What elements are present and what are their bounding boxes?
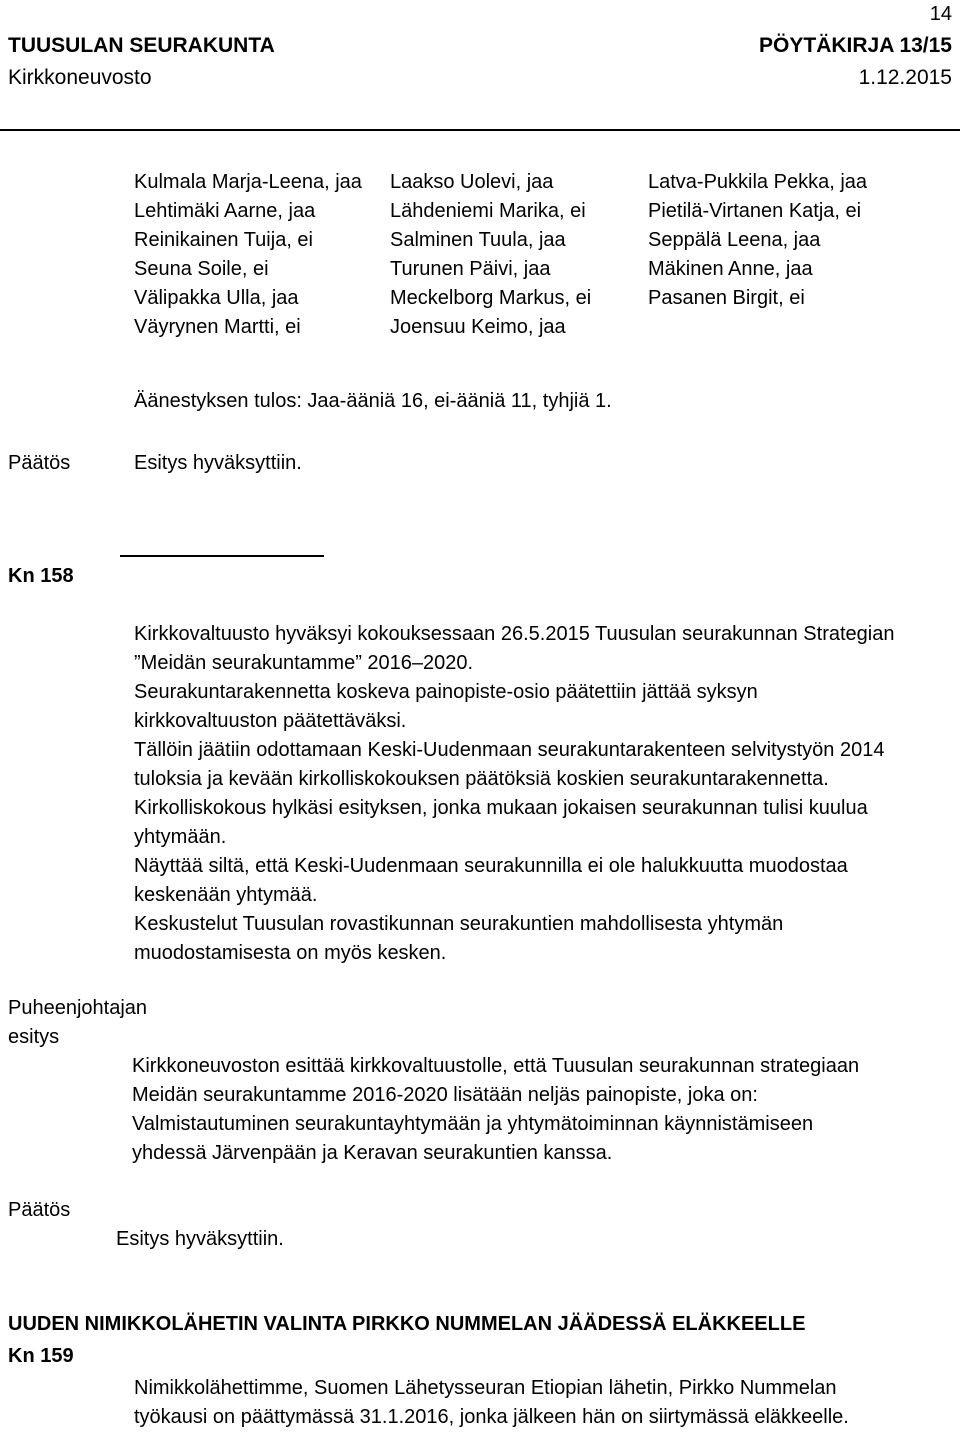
section-number-kn159: Kn 159	[8, 1345, 74, 1367]
section-heading: UUDEN NIMIKKOLÄHETIN VALINTA PIRKKO NUMMELAN JÄÄDESSÄ ELÄKKEELLE	[8, 1313, 806, 1335]
document-date: 1.12.2015	[858, 66, 952, 89]
paragraph-line: yhtymään.	[134, 826, 227, 848]
page-number: 14	[929, 3, 952, 25]
vote-column-1	[134, 168, 362, 342]
decision-text: Esitys hyväksyttiin.	[116, 1228, 284, 1250]
paragraph-line: ”Meidän seurakuntamme” 2016–2020.	[134, 652, 474, 674]
paragraph-line: Nimikkolähettimme, Suomen Lähetysseuran Etiopian lähetin, Pirkko Nummelan	[134, 1377, 837, 1399]
vote-entry: Latva-Pukkila Pekka, jaa	[648, 171, 868, 193]
vote-entry: Turunen Päivi, jaa	[390, 258, 551, 280]
organization-name: TUUSULAN SEURAKUNTA	[8, 34, 275, 57]
paragraph-line: keskenään yhtymää.	[134, 884, 318, 906]
decision-label: Päätös	[8, 1199, 71, 1221]
kn158-body	[134, 620, 894, 968]
vote-entry: Lähdeniemi Marika, ei	[390, 200, 586, 222]
paragraph-line: työkausi on päättymässä 31.1.2016, jonka jälkeen hän on siirtymässä eläkkeelle.	[134, 1406, 849, 1428]
document-id: PÖYTÄKIRJA 13/15	[759, 34, 952, 57]
kn159-body	[134, 1374, 849, 1432]
paragraph-line: Seurakuntarakennetta koskeva painopiste-osio päätettiin jättää syksyn	[134, 681, 758, 703]
vote-entry: Joensuu Keimo, jaa	[390, 316, 566, 338]
paragraph-line: muodostamisesta on myös kesken.	[134, 942, 447, 964]
vote-entry: Väyrynen Martti, ei	[134, 316, 301, 338]
vote-entry: Pietilä-Virtanen Katja, ei	[648, 200, 862, 222]
vote-entry: Reinikainen Tuija, ei	[134, 229, 313, 251]
paragraph-line: tuloksia ja kevään kirkolliskokouksen päätöksiä koskien seurakuntarakennetta.	[134, 768, 829, 790]
paragraph-line: Näyttää siltä, että Keski-Uudenmaan seurakunnilla ei ole halukkuutta muodostaa	[134, 855, 848, 877]
vote-column-3	[648, 168, 867, 313]
paragraph-line: kirkkovaltuuston päätettäväksi.	[134, 710, 407, 732]
vote-entry: Pasanen Birgit, ei	[648, 287, 805, 309]
vote-entry: Lehtimäki Aarne, jaa	[134, 200, 316, 222]
proposal-body	[132, 1052, 859, 1168]
vote-entry: Kulmala Marja-Leena, jaa	[134, 171, 362, 193]
paragraph-line: Meidän seurakuntamme 2016-2020 lisätään neljäs painopiste, joka on:	[132, 1084, 758, 1106]
body-name: Kirkkoneuvosto	[8, 66, 152, 89]
vote-entry: Välipakka Ulla, jaa	[134, 287, 299, 309]
paragraph-line: Kirkolliskokous hylkäsi esityksen, jonka mukaan jokaisen seurakunnan tulisi kuulua	[134, 797, 868, 819]
vote-column-2	[390, 168, 591, 342]
header-divider	[0, 129, 960, 131]
vote-entry: Seuna Soile, ei	[134, 258, 269, 280]
proposal-label: Puheenjohtajan esitys	[8, 997, 148, 1048]
section-separator-line	[120, 555, 324, 557]
vote-entry: Seppälä Leena, jaa	[648, 229, 821, 251]
vote-entry: Meckelborg Markus, ei	[390, 287, 592, 309]
vote-entry: Salminen Tuula, jaa	[390, 229, 566, 251]
section-number-kn158: Kn 158	[8, 565, 74, 587]
paragraph-line: Tällöin jäätiin odottamaan Keski-Uudenmaan seurakuntarakenteen selvitystyön 2014	[134, 739, 885, 761]
paragraph-line: Valmistautuminen seurakuntayhtymään ja yhtymätoiminnan käynnistämiseen	[132, 1113, 814, 1135]
paragraph-line: Kirkkovaltuusto hyväksyi kokouksessaan 26.5.2015 Tuusulan seurakunnan Strategian	[134, 623, 895, 645]
vote-result: Äänestyksen tulos: Jaa-ääniä 16, ei-ääniä 11, tyhjiä 1.	[134, 390, 612, 412]
decision-label: Päätös	[8, 452, 71, 474]
decision-text: Esitys hyväksyttiin.	[134, 452, 302, 474]
vote-entry: Mäkinen Anne, jaa	[648, 258, 813, 280]
paragraph-line: Keskustelut Tuusulan rovastikunnan seurakuntien mahdollisesta yhtymän	[134, 913, 784, 935]
paragraph-line: yhdessä Järvenpään ja Keravan seurakuntien kanssa.	[132, 1142, 613, 1164]
paragraph-line: Kirkkoneuvoston esittää kirkkovaltuustolle, että Tuusulan seurakunnan strategiaan	[132, 1055, 860, 1077]
vote-entry: Laakso Uolevi, jaa	[390, 171, 554, 193]
